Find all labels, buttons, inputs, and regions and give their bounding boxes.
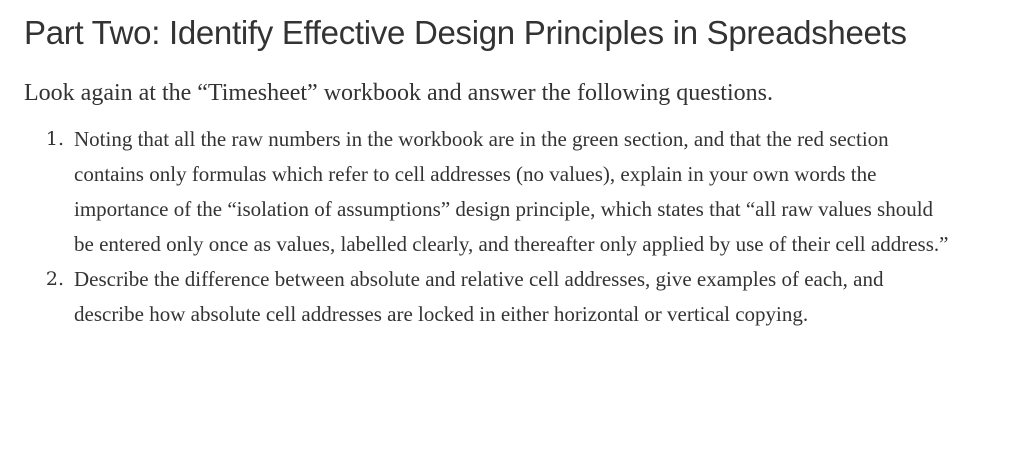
question-number: 2. xyxy=(45,268,64,290)
section-heading: Part Two: Identify Effective Design Principles in Spreadsheets xyxy=(24,14,907,51)
question-list xyxy=(24,122,1004,332)
question-number: 1. xyxy=(45,128,64,150)
question-item xyxy=(24,122,954,262)
question-item xyxy=(24,262,954,332)
intro-paragraph: Look again at the “Timesheet” workbook and answer the following questions. xyxy=(24,80,773,106)
question-text: Noting that all the raw numbers in the workbook are in the green section, and that the red section contains only formulas which refer to cell addresses (no values), explain in your own words the importance of the “isolation of assumptions” design principle, which states that “all raw values should be entered only once as values, labelled clearly, and thereafter only applied by use of their cell address.” xyxy=(74,127,949,256)
question-text: Describe the difference between absolute and relative cell addresses, give examples of each, and describe how absolute cell addresses are locked in either horizontal or vertical copying. xyxy=(74,267,884,326)
document-content xyxy=(24,14,1004,332)
